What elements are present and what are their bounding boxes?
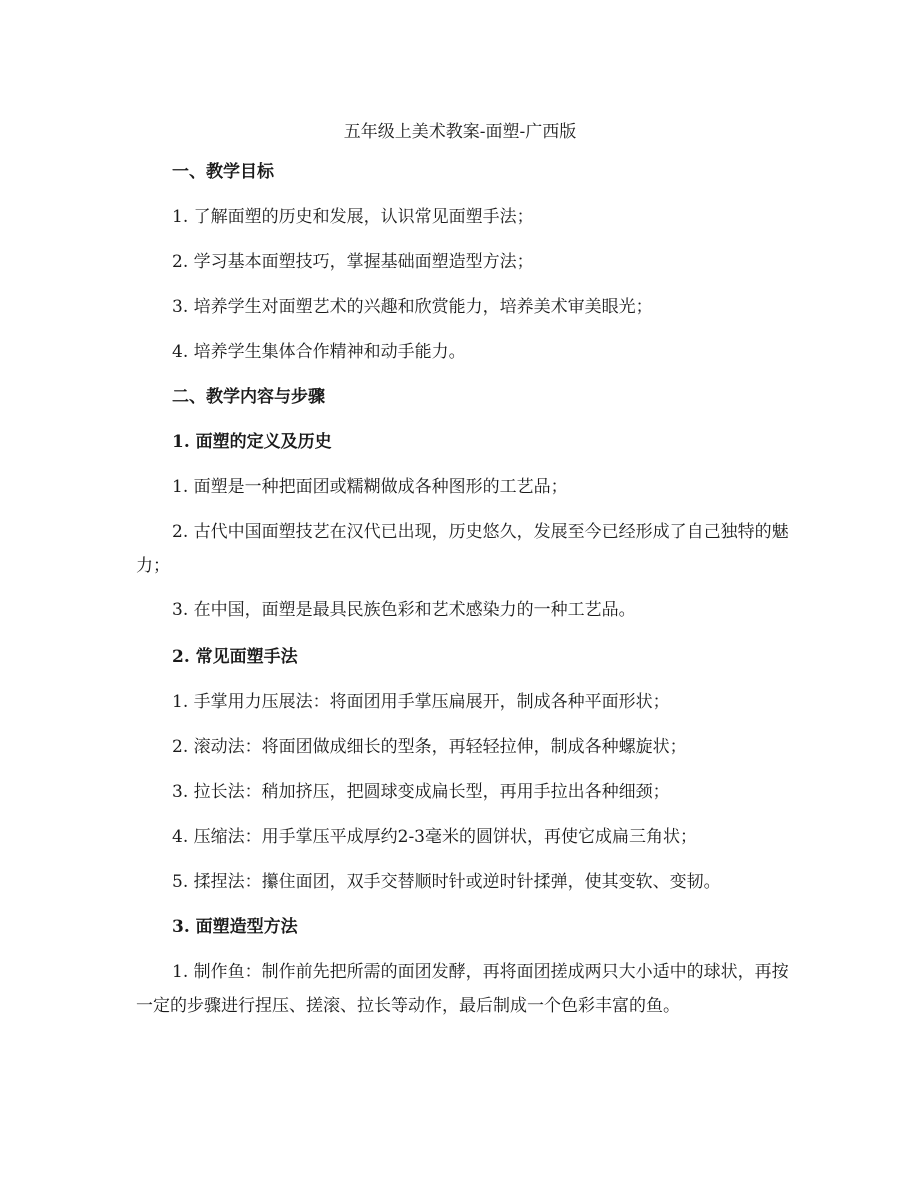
section-heading-objectives: 一、教学目标 — [172, 162, 274, 182]
technique-item-4: 4. 压缩法：用手掌压平成厚约2-3毫米的圆饼状，再使它成扁三角状； — [172, 827, 697, 847]
definition-item-2: 2. 古代中国面塑技艺在汉代已出现，历史悠久，发展至今已经形成了自己独特的魅力； — [136, 522, 789, 576]
objective-item-4: 4. 培养学生集体合作精神和动手能力。 — [172, 342, 466, 362]
technique-item-1: 1. 手掌用力压展法：将面团用手掌压扁展开，制成各种平面形状； — [172, 692, 670, 712]
objective-item-2: 2. 学习基本面塑技巧，掌握基础面塑造型方法； — [172, 252, 534, 272]
modeling-item-1: 1. 制作鱼：制作前先把所需的面团发酵，再将面团搓成两只大小适中的球状，再按一定的步骤进行捏压、搓滚、拉长等动作，最后制成一个色彩丰富的鱼。 — [136, 962, 789, 1016]
section-heading-content: 二、教学内容与步骤 — [172, 387, 325, 407]
subsection-heading-definition: 1. 面塑的定义及历史 — [172, 432, 332, 452]
definition-item-1: 1. 面塑是一种把面团或糯糊做成各种图形的工艺品； — [172, 477, 568, 497]
technique-item-2: 2. 滚动法：将面团做成细长的型条，再轻轻拉伸，制成各种螺旋状； — [172, 737, 687, 757]
technique-item-5: 5. 揉捏法：攥住面团，双手交替顺时针或逆时针揉弹，使其变软、变韧。 — [172, 872, 721, 892]
technique-item-3: 3. 拉长法：稍加挤压，把圆球变成扁长型，再用手拉出各种细颈； — [172, 782, 670, 802]
objective-item-1: 1. 了解面塑的历史和发展，认识常见面塑手法； — [172, 207, 534, 227]
subsection-heading-modeling: 3. 面塑造型方法 — [172, 917, 298, 937]
definition-item-3: 3. 在中国，面塑是最具民族色彩和艺术感染力的一种工艺品。 — [172, 600, 636, 620]
objective-item-3: 3. 培养学生对面塑艺术的兴趣和欣赏能力，培养美术审美眼光； — [172, 297, 653, 317]
document-title: 五年级上美术教案-面塑-广西版 — [343, 122, 577, 142]
subsection-heading-techniques: 2. 常见面塑手法 — [172, 647, 298, 667]
